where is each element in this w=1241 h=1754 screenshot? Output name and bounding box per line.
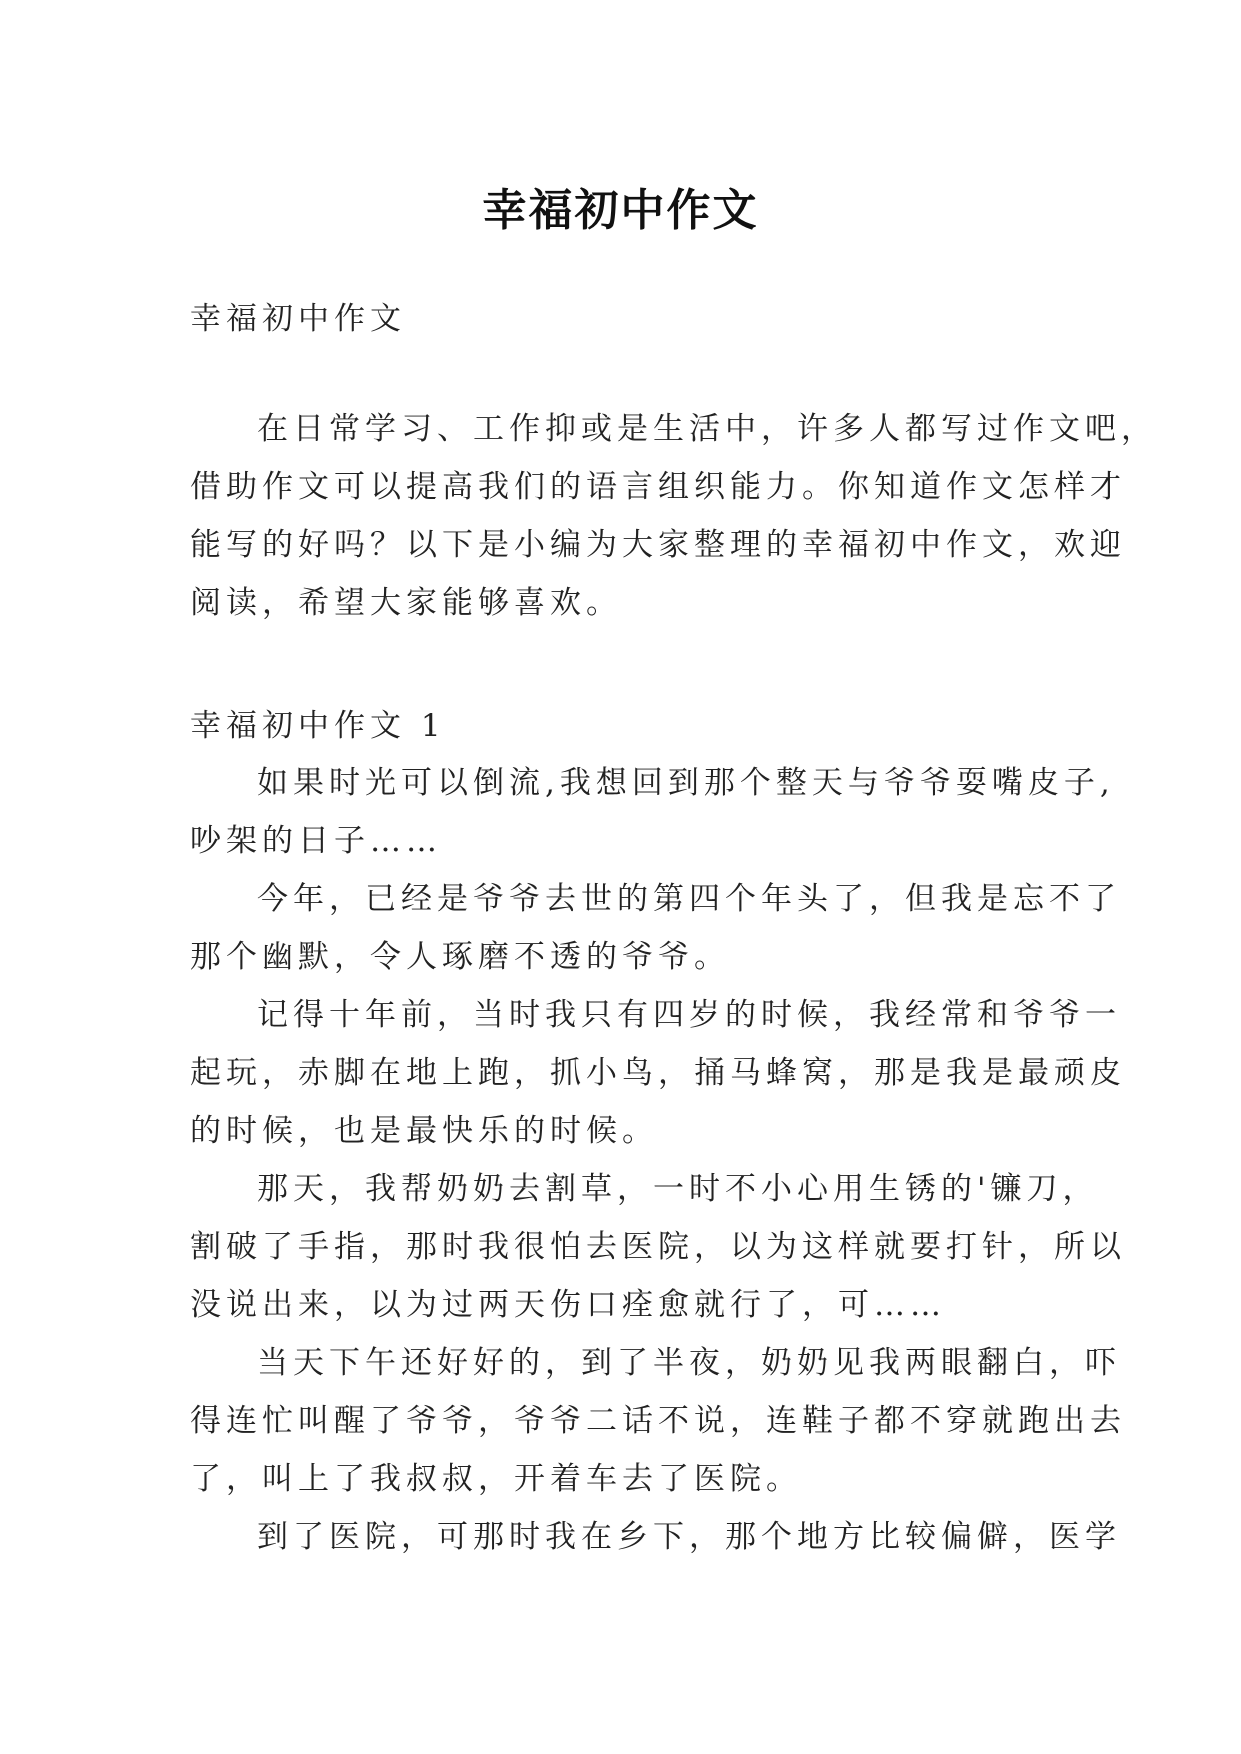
essay-line: 到了医院，可那时我在乡下，那个地方比较偏僻，医学 <box>257 1519 1121 1555</box>
essay-line: 吵架的日子…… <box>190 823 442 859</box>
essay-line: 那个幽默，令人琢磨不透的爷爷。 <box>190 939 730 975</box>
essay-body <box>190 754 1126 1566</box>
intro-line: 在日常学习、工作抑或是生活中，许多人都写过作文吧， <box>257 411 1157 447</box>
essay-line: 如果时光可以倒流,我想回到那个整天与爷爷耍嘴皮子, <box>257 765 1115 801</box>
document-title: 幸福初中作文 <box>482 185 759 237</box>
essay-line: 了，叫上了我叔叔，开着车去了医院。 <box>190 1461 802 1497</box>
essay-line: 割破了手指，那时我很怕去医院，以为这样就要打针，所以 <box>190 1229 1126 1265</box>
essay-line: 没说出来，以为过两天伤口痊愈就行了，可…… <box>190 1287 946 1323</box>
intro-paragraph <box>190 400 1157 632</box>
section-heading-block <box>190 697 1052 755</box>
intro-line: 能写的好吗？以下是小编为大家整理的幸福初中作文，欢迎 <box>190 527 1126 563</box>
intro-line: 阅读，希望大家能够喜欢。 <box>190 585 622 621</box>
essay-line: 记得十年前，当时我只有四岁的时候，我经常和爷爷一 <box>257 997 1121 1033</box>
essay-line: 那天，我帮奶奶去割草，一时不小心用生锈的'镰刀， <box>257 1171 1099 1207</box>
document-subtitle-block <box>190 290 1052 348</box>
essay-line: 得连忙叫醒了爷爷，爷爷二话不说，连鞋子都不穿就跑出去 <box>190 1403 1126 1439</box>
intro-line: 借助作文可以提高我们的语言组织能力。你知道作文怎样才 <box>190 469 1126 505</box>
essay-line: 起玩，赤脚在地上跑，抓小鸟，捅马蜂窝，那是我是最顽皮 <box>190 1055 1126 1091</box>
essay-line: 的时候，也是最快乐的时候。 <box>190 1113 658 1149</box>
essay-line: 今年，已经是爷爷去世的第四个年头了，但我是忘不了 <box>257 881 1121 917</box>
section-heading: 幸福初中作文 1 <box>190 708 446 744</box>
essay-line: 当天下午还好好的，到了半夜，奶奶见我两眼翻白，吓 <box>257 1345 1121 1381</box>
document-subtitle: 幸福初中作文 <box>190 301 406 337</box>
